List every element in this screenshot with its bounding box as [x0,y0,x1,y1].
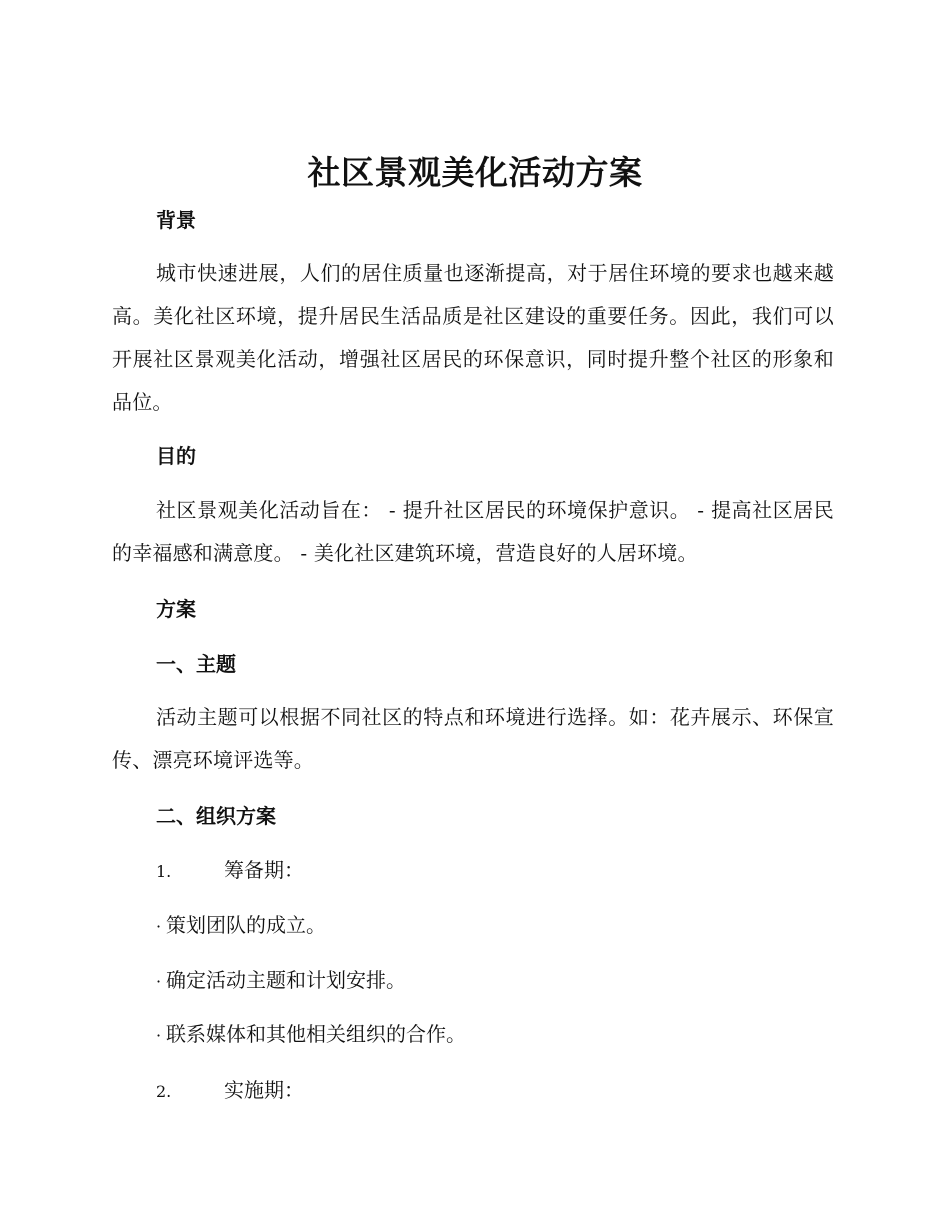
bullet-text: 联系媒体和其他相关组织的合作。 [166,1022,466,1046]
section-heading-purpose: 目的 [156,444,196,468]
section-heading-organization: 二、组织方案 [156,804,276,828]
item-label: 实施期： [224,1078,304,1102]
section-heading-plan: 方案 [156,597,196,621]
numbered-item [156,856,304,886]
item-number: 2. [156,1082,172,1101]
bullet-marker: · [156,1026,162,1045]
document-title: 社区景观美化活动方案 [307,153,643,192]
item-number: 1. [156,862,172,881]
paragraph-theme: 活动主题可以根据不同社区的特点和环境进行选择。如：花卉展示、环保宣传、漂亮环境评选等。 [112,705,834,772]
section-heading-background: 背景 [156,208,196,232]
item-label: 筹备期： [224,858,304,882]
bullet-item [156,966,406,996]
numbered-item [156,1076,304,1106]
paragraph-background: 城市快速进展，人们的居住质量也逐渐提高，对于居住环境的要求也越来越高。美化社区环境，提升居民生活品质是社区建设的重要任务。因此，我们可以开展社区景观美化活动，增强社区居民的环保意识，同时提升整个社区的形象和品位。 [112,261,834,414]
section-heading-theme: 一、主题 [156,652,236,676]
bullet-item [156,911,326,941]
bullet-marker: · [156,917,162,936]
bullet-marker: · [156,972,162,991]
bullet-text: 确定活动主题和计划安排。 [166,968,406,992]
bullet-item [156,1020,466,1050]
paragraph-purpose: 社区景观美化活动旨在： - 提升社区居民的环境保护意识。 - 提高社区居民的幸福感和满意度。 - 美化社区建筑环境，营造良好的人居环境。 [112,498,834,565]
bullet-text: 策划团队的成立。 [166,913,326,937]
